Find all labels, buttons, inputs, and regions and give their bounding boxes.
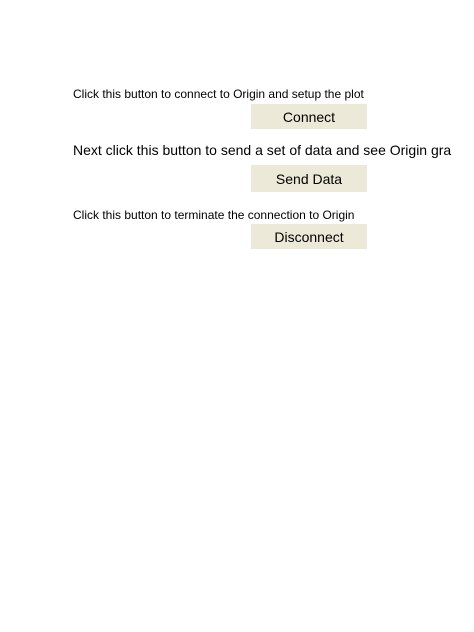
disconnect-button[interactable]: Disconnect [251, 224, 367, 249]
send-data-button[interactable]: Send Data [251, 165, 367, 192]
disconnect-instruction-text: Click this button to terminate the connection to Origin [73, 208, 355, 222]
send-data-instruction-text: Next click this button to send a set of data and see Origin gra [73, 142, 452, 158]
connect-button[interactable]: Connect [251, 104, 367, 129]
connect-instruction-text: Click this button to connect to Origin and setup the plot [73, 87, 364, 101]
